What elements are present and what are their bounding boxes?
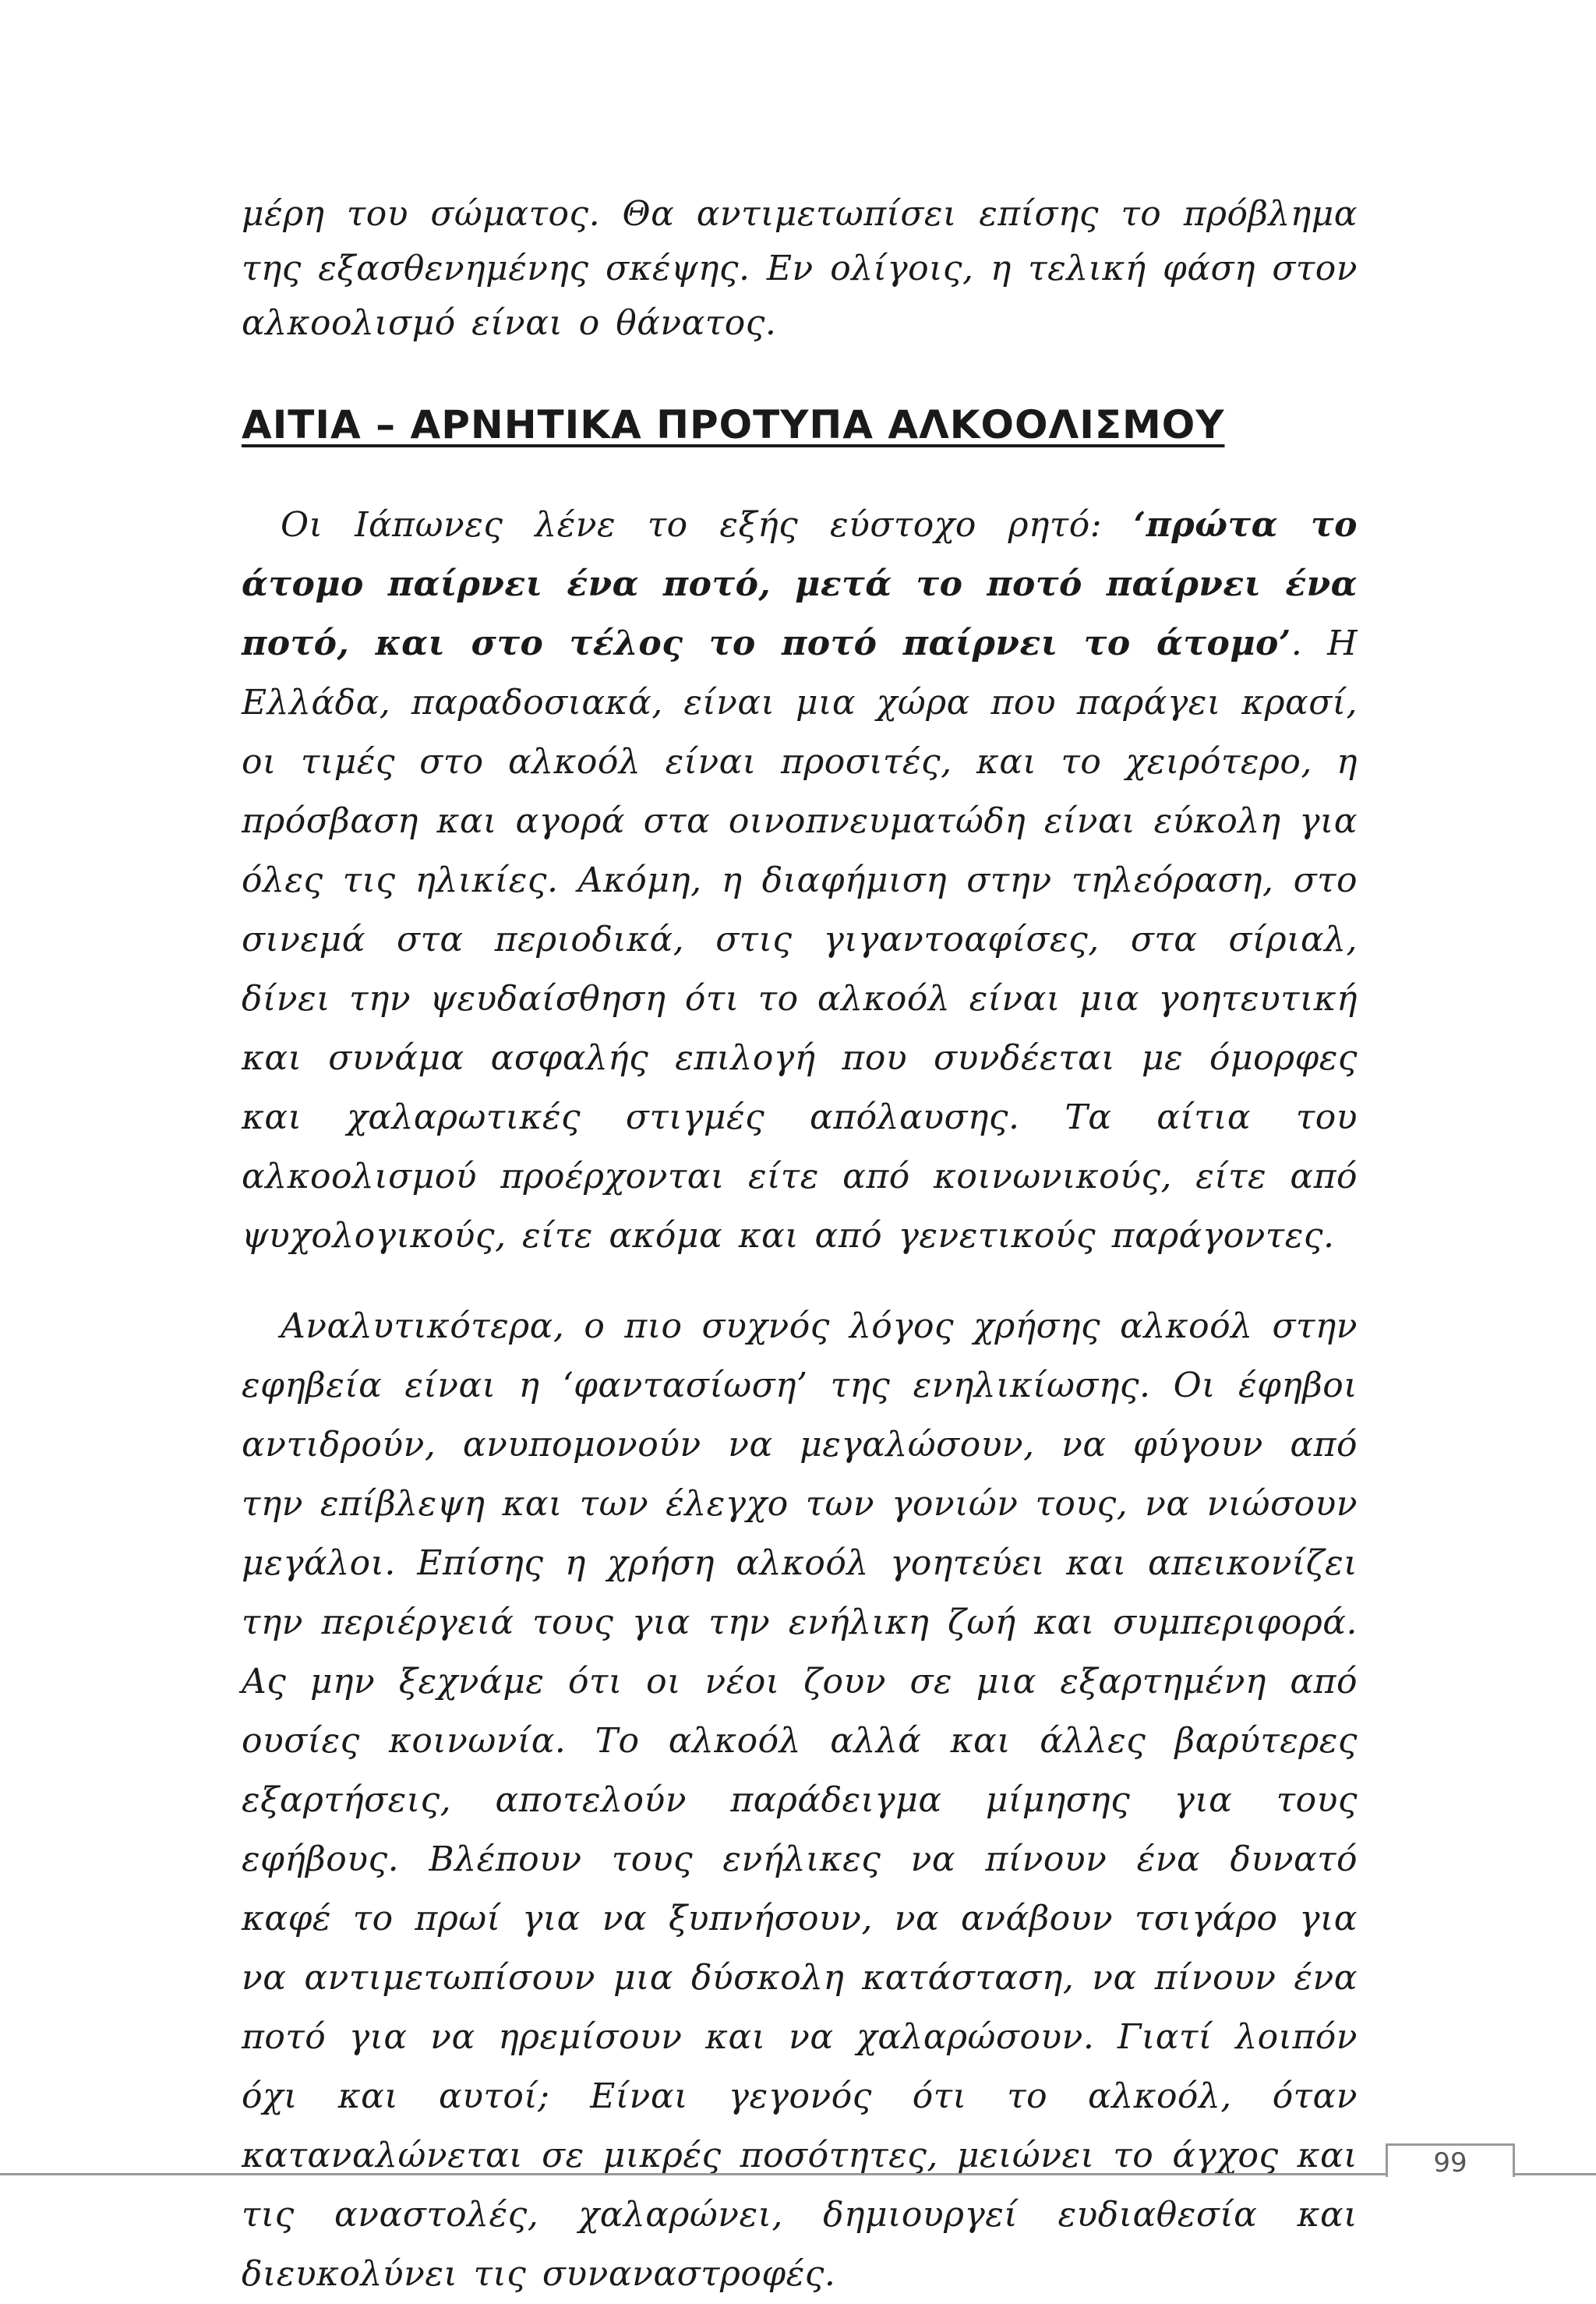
paragraph-rest: . Η Ελλάδα, παραδοσιακά, είναι μια χώρα που παράγει κρασί, οι τιμές στο αλκοόλ είναι προσιτές, και το χειρότερο, η πρόσβαση και αγορά στα οινοπνευματώδη είναι εύκολη για όλες τις ηλικίες. Ακόμη, η διαφήμιση στην τηλεόραση, στο σινεμά στα περιοδικά, στις γιγαντοαφίσες, στα σίριαλ, δίνει την ψευδαίσθηση ότι το αλκοόλ είναι μια γοητευτική και συνάμα ασφαλής επιλογή που συνδέεται με όμορφες και χαλαρωτικές στιγμές απόλαυσης. Τα αίτια του αλκοολισμού προέρχονται είτε από κοινωνικούς, είτε από ψυχολογικούς, είτε ακόμα και από γενετικούς παράγοντες.: [242, 624, 1358, 1256]
page-number: 99: [1386, 2143, 1515, 2177]
paragraph-analysis: Αναλυτικότερα, ο πιο συχνός λόγος χρήσης αλκοόλ στην εφηβεία είναι η ‘φαντασίωση’ της ενηλικίωσης. Οι έφηβοι αντιδρούν, ανυπομονούν να μεγαλώσουν, να φύγουν από την επίβλεψη και των έλεγχο των γονιών τους, να νιώσουν μεγάλοι. Επίσης η χρήση αλκοόλ γοητεύει και απεικονίζει την περιέργειά τους για την ενήλικη ζωή και συμπεριφορά. Ας μην ξεχνάμε ότι οι νέοι ζουν σε μια εξαρτημένη από ουσίες κοινωνία. Το αλκοόλ αλλά και άλλες βαρύτερες εξαρτήσεις, αποτελούν παράδειγμα μίμησης για τους εφήβους. Βλέπουν τους ενήλικες να πίνουν ένα δυνατό καφέ το πρωί για να ξυπνήσουν, να ανάβουν τσιγάρο για να αντιμετωπίσουν μια δύσκολη κατάσταση, να πίνουν ένα ποτό για να ηρεμίσουν και να χαλαρώσουν. Γιατί λοιπόν όχι και αυτοί; Είναι γεγονός ότι το αλκοόλ, όταν καταναλώνεται σε μικρές ποσότητες, μειώνει το άγχος και τις αναστολές, χαλαρώνει, δημιουργεί ευδιαθεσία και διευκολύνει τις συναναστροφές.: [242, 1306, 1358, 2294]
intro-paragraph: μέρη του σώματος. Θα αντιμετωπίσει επίσης το πρόβλημα της εξασθενημένης σκέψης. Εν ολίγοις, η τελική φάση στον αλκοολισμό είναι ο θάνατος.: [242, 194, 1358, 343]
section-heading: ΑΙΤΙΑ – ΑΡΝΗΤΙΚΑ ΠΡΟΤΥΠΑ ΑΛΚΟΟΛΙΣΜΟΥ: [242, 402, 1225, 447]
paragraph-causes: [242, 496, 1358, 1266]
paragraph-lead: Οι Ιάπωνες λένε το εξής εύστοχο ρητό:: [281, 505, 1134, 545]
japanese-quote: ‘πρώτα το άτομο παίρνει ένα ποτό, μετά το ποτό παίρνει ένα ποτό, και στο τέλος το ποτό παίρνει το άτομο’: [242, 505, 1358, 663]
page-content: [242, 187, 1358, 2304]
footer-rule: [0, 2173, 1596, 2175]
